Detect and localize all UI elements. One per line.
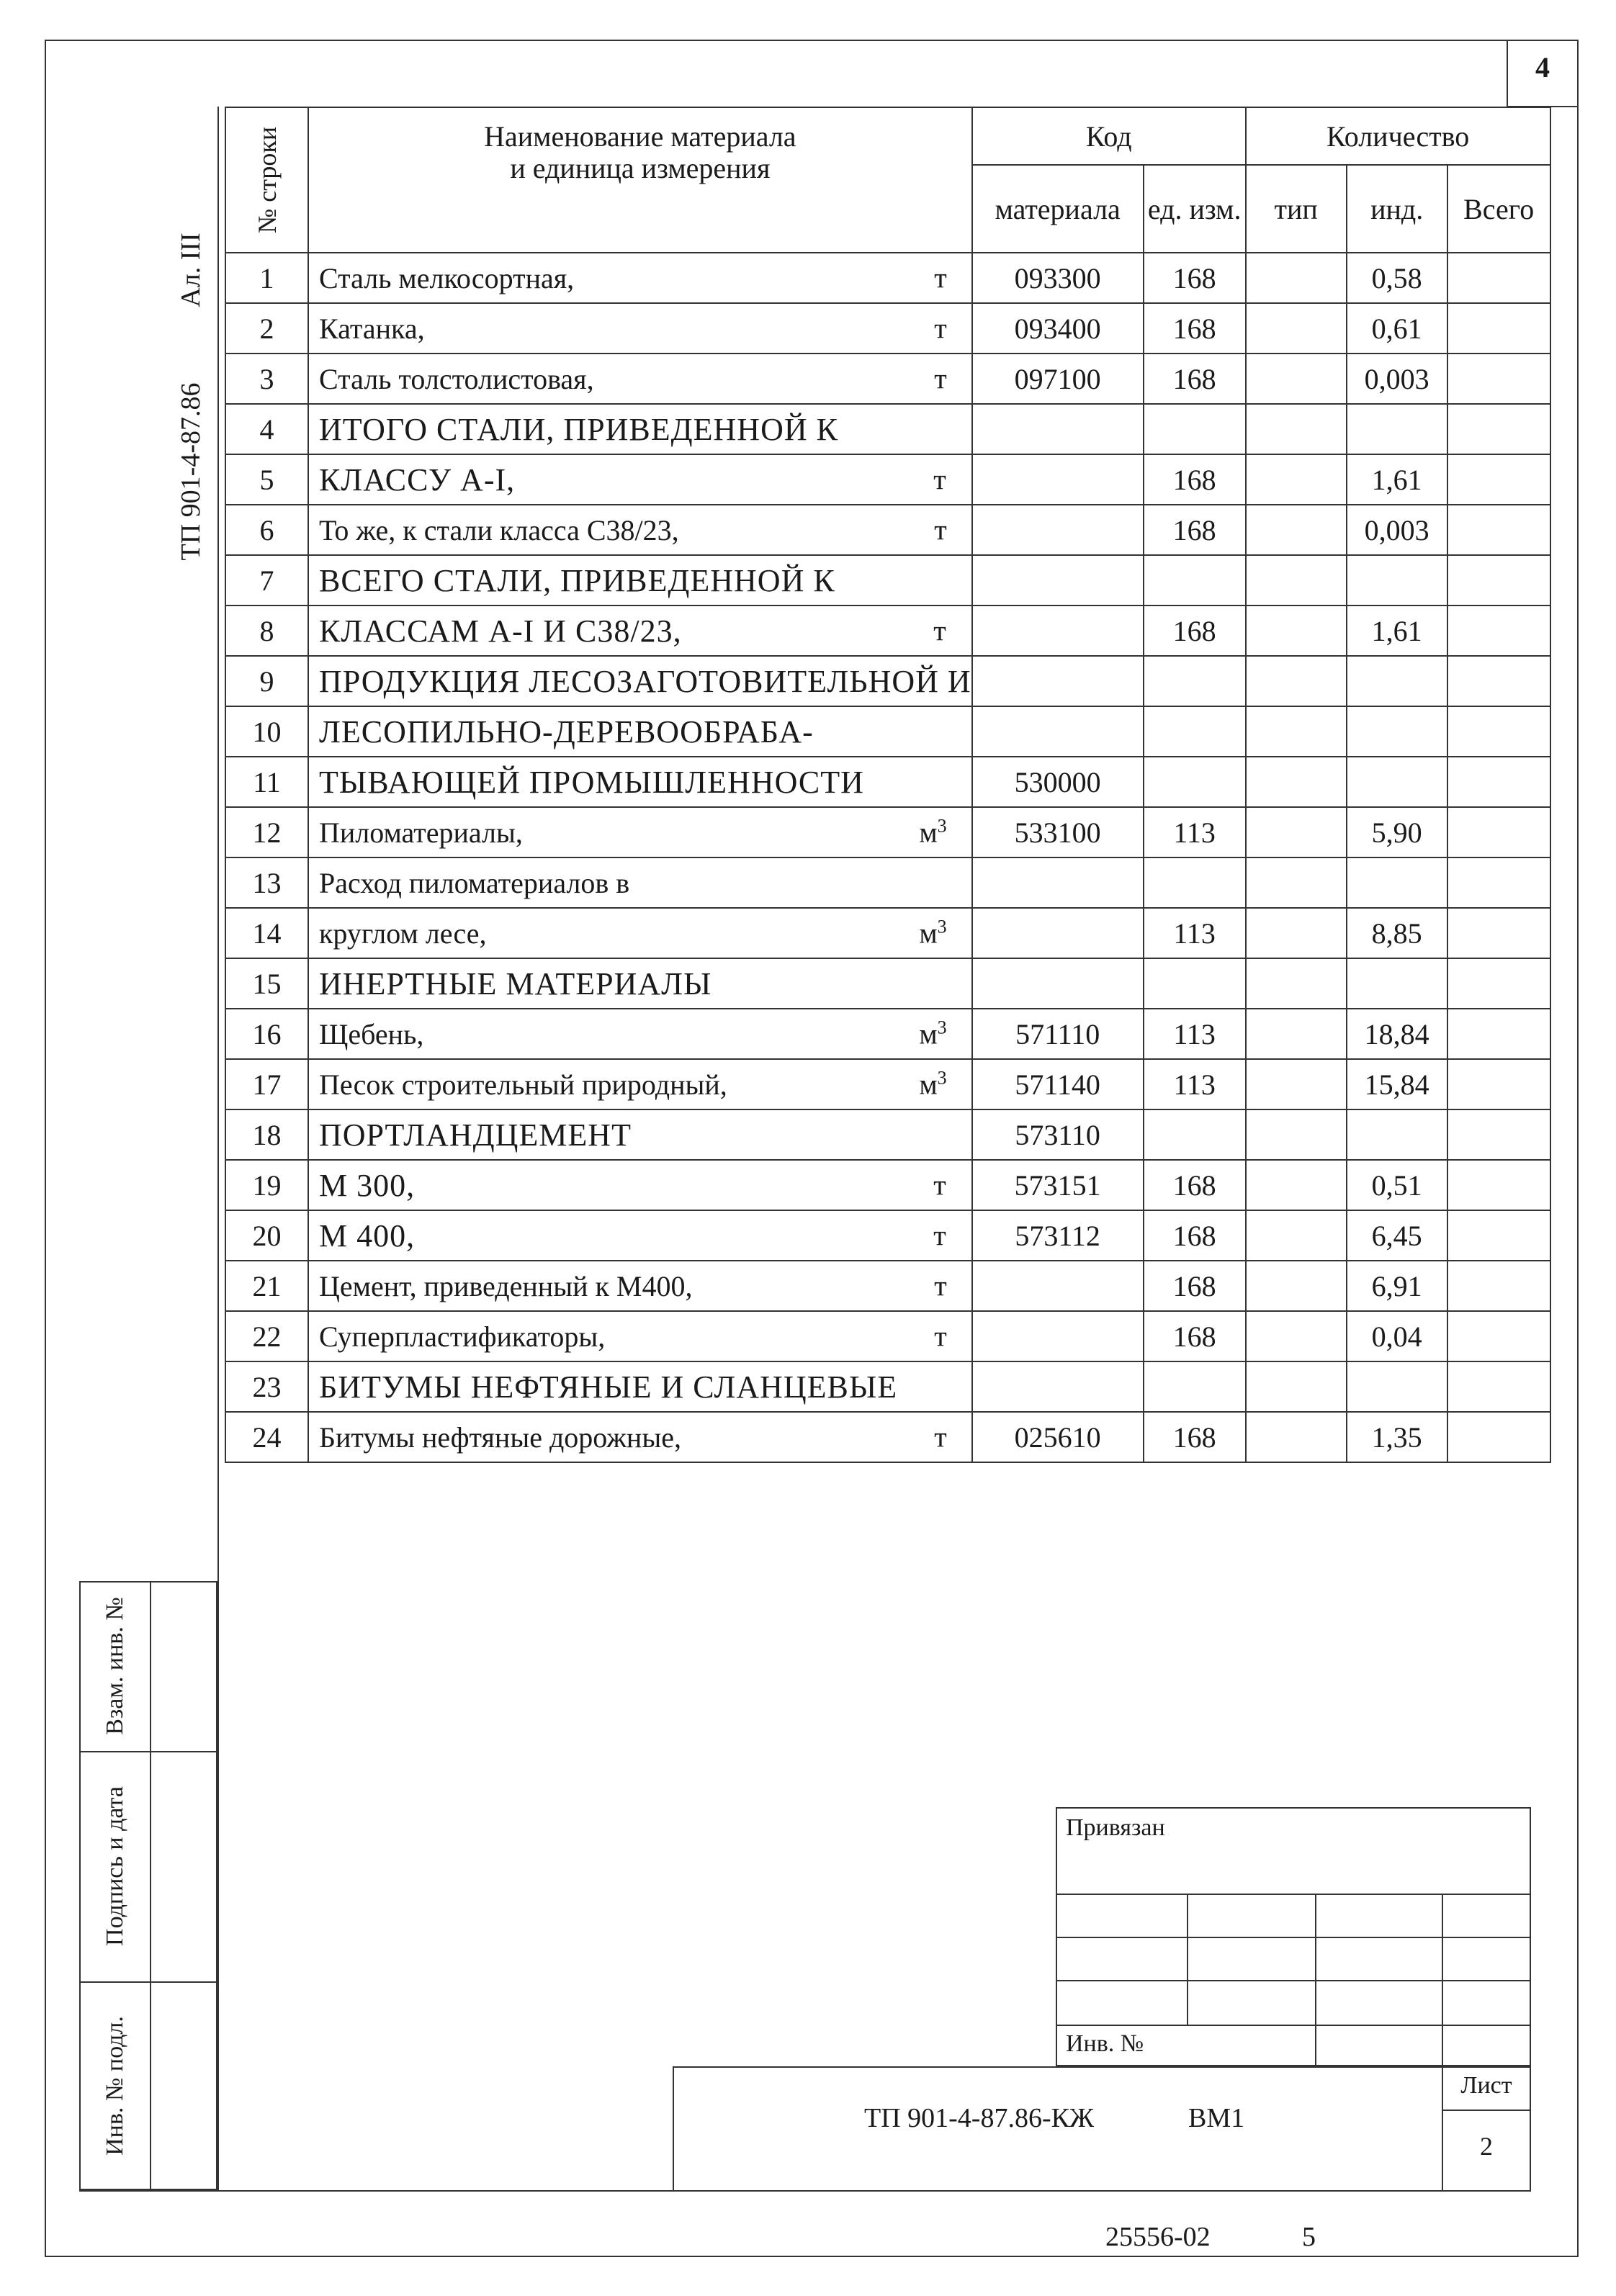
qty-total — [1447, 404, 1550, 454]
qty-ind — [1347, 656, 1447, 706]
qty-total — [1447, 1361, 1550, 1412]
row-number: 15 — [225, 958, 308, 1009]
qty-type — [1246, 454, 1347, 505]
material-name-text: Песок строительный природный, — [319, 1068, 727, 1101]
qty-type — [1246, 303, 1347, 354]
row-number: 6 — [225, 505, 308, 555]
material-name-text: КЛАССАМ А-I И С38/23, — [319, 613, 682, 649]
qty-type — [1246, 1009, 1347, 1059]
material-name-text: Сталь толстолистовая, — [319, 362, 594, 395]
table-header-row — [225, 107, 1550, 165]
material-name — [308, 555, 972, 605]
qty-total — [1447, 1210, 1550, 1261]
material-name — [308, 908, 972, 958]
material-code: 573112 — [972, 1210, 1144, 1261]
side-code: ТП 901-4-87.86 — [176, 382, 206, 561]
material-name — [308, 1109, 972, 1160]
material-name-text: Расход пиломатериалов в — [319, 866, 630, 899]
unit-code — [1144, 958, 1246, 1009]
unit-text: т — [933, 1169, 947, 1202]
unit-label — [919, 1017, 946, 1050]
unit-text: т — [934, 261, 947, 294]
unit-text: т — [934, 1421, 947, 1454]
table-row — [225, 908, 1550, 958]
unit-code: 113 — [1144, 1009, 1246, 1059]
doc-mark: ВМ1 — [1188, 2103, 1245, 2133]
material-code — [972, 908, 1144, 958]
material-code — [972, 1311, 1144, 1361]
material-code — [972, 454, 1144, 505]
qty-ind: 0,51 — [1347, 1160, 1447, 1210]
qty-total — [1447, 505, 1550, 555]
unit-label — [934, 1269, 946, 1303]
unit-label — [919, 815, 946, 849]
material-code: 093400 — [972, 303, 1144, 354]
material-name — [308, 958, 972, 1009]
material-code — [972, 555, 1144, 605]
privyazan-line-1 — [1056, 1894, 1531, 1895]
table-row — [225, 454, 1550, 505]
material-code — [972, 656, 1144, 706]
material-name-text: ВСЕГО СТАЛИ, ПРИВЕДЕННОЙ К — [319, 562, 835, 598]
material-name-text: М 300, — [319, 1167, 416, 1203]
row-number: 10 — [225, 706, 308, 757]
material-name-text: ИТОГО СТАЛИ, ПРИВЕДЕННОЙ К — [319, 411, 838, 447]
unit-label — [934, 513, 946, 547]
header-qty-type: тип — [1246, 165, 1347, 253]
qty-ind: 6,91 — [1347, 1261, 1447, 1311]
table-row — [225, 1109, 1550, 1160]
material-code — [972, 404, 1144, 454]
material-name — [308, 1160, 972, 1210]
row-number: 5 — [225, 454, 308, 505]
material-name-text: Битумы нефтяные дорожные, — [319, 1421, 681, 1454]
qty-ind — [1347, 1361, 1447, 1412]
material-name — [308, 1311, 972, 1361]
table-row — [225, 1261, 1550, 1311]
table-row — [225, 1210, 1550, 1261]
unit-text: т — [933, 614, 947, 647]
qty-type — [1246, 807, 1347, 857]
material-name — [308, 656, 972, 706]
qty-type — [1246, 1412, 1347, 1462]
unit-code: 168 — [1144, 605, 1246, 656]
sheet-number: 2 — [1480, 2132, 1493, 2161]
unit-code: 113 — [1144, 807, 1246, 857]
material-code — [972, 958, 1144, 1009]
privyazan-line-3 — [1056, 1980, 1531, 1981]
material-name-text: ИНЕРТНЫЕ МАТЕРИАЛЫ — [319, 965, 712, 1001]
qty-ind — [1347, 706, 1447, 757]
material-name — [308, 1412, 972, 1462]
row-number: 2 — [225, 303, 308, 354]
qty-ind: 0,04 — [1347, 1311, 1447, 1361]
row-number: 17 — [225, 1059, 308, 1109]
table-row — [225, 656, 1550, 706]
row-number: 21 — [225, 1261, 308, 1311]
qty-total — [1447, 958, 1550, 1009]
qty-type — [1246, 605, 1347, 656]
material-name — [308, 1009, 972, 1059]
table-row — [225, 757, 1550, 807]
material-name-text: То же, к стали класса С38/23, — [319, 513, 679, 546]
label-vzam-inv: Взам. инв. № — [102, 1597, 128, 1735]
material-code — [972, 505, 1144, 555]
footer-page: 5 — [1302, 2222, 1316, 2252]
table-body — [225, 253, 1550, 1462]
unit-label — [934, 362, 946, 396]
material-name — [308, 354, 972, 404]
table-row — [225, 404, 1550, 454]
unit-text: т — [933, 1219, 947, 1252]
material-name-text: Суперпластификаторы, — [319, 1320, 606, 1353]
left-stamp-sep-1 — [79, 1751, 217, 1752]
qty-type — [1246, 555, 1347, 605]
row-number: 9 — [225, 656, 308, 706]
qty-ind: 0,003 — [1347, 505, 1447, 555]
unit-text: м — [919, 1017, 938, 1050]
qty-ind — [1347, 555, 1447, 605]
material-code — [972, 1361, 1144, 1412]
material-name — [308, 807, 972, 857]
material-name — [308, 605, 972, 656]
material-code: 533100 — [972, 807, 1144, 857]
qty-total — [1447, 454, 1550, 505]
material-name — [308, 404, 972, 454]
qty-type — [1246, 958, 1347, 1009]
qty-total — [1447, 757, 1550, 807]
material-name-text: ЛЕСОПИЛЬНО-ДЕРЕВООБРАБА- — [319, 713, 814, 749]
material-name-text: БИТУМЫ НЕФТЯНЫЕ И СЛАНЦЕВЫЕ — [319, 1369, 898, 1405]
qty-ind — [1347, 857, 1447, 908]
unit-superscript: 3 — [937, 1017, 947, 1038]
header-row-no: № строки — [225, 107, 308, 253]
unit-code: 168 — [1144, 505, 1246, 555]
material-name-text: КЛАССУ А-I, — [319, 462, 516, 498]
material-name — [308, 1059, 972, 1109]
page-number: 4 — [1535, 51, 1550, 84]
sheet-label: Лист — [1460, 2072, 1512, 2099]
header-code-unit: ед. изм. — [1144, 165, 1246, 253]
material-name — [308, 253, 972, 303]
unit-code: 168 — [1144, 1412, 1246, 1462]
row-number: 8 — [225, 605, 308, 656]
qty-total — [1447, 1311, 1550, 1361]
qty-total — [1447, 656, 1550, 706]
qty-total — [1447, 1109, 1550, 1160]
privyazan-line-2 — [1056, 1937, 1531, 1938]
material-code: 573110 — [972, 1109, 1144, 1160]
doc-code: ТП 901-4-87.86-КЖ — [864, 2103, 1095, 2133]
unit-code — [1144, 404, 1246, 454]
unit-label — [933, 463, 946, 497]
material-name-text: Пиломатериалы, — [319, 816, 523, 849]
left-stamp-divider — [150, 1581, 151, 2190]
qty-type — [1246, 706, 1347, 757]
material-name — [308, 303, 972, 354]
unit-code: 168 — [1144, 1311, 1246, 1361]
qty-type — [1246, 757, 1347, 807]
unit-text: м — [919, 816, 938, 849]
material-name-text: круглом лесе, — [319, 917, 487, 950]
unit-label — [919, 916, 946, 950]
unit-label — [933, 1169, 946, 1202]
material-code: 571140 — [972, 1059, 1144, 1109]
qty-total — [1447, 706, 1550, 757]
material-code: 025610 — [972, 1412, 1144, 1462]
row-number: 20 — [225, 1210, 308, 1261]
qty-ind: 8,85 — [1347, 908, 1447, 958]
row-number: 11 — [225, 757, 308, 807]
table-row — [225, 857, 1550, 908]
qty-ind — [1347, 404, 1447, 454]
unit-code — [1144, 1361, 1246, 1412]
unit-code: 168 — [1144, 354, 1246, 404]
header-code: Код — [972, 107, 1246, 165]
qty-ind — [1347, 1109, 1447, 1160]
material-name-text: Сталь мелкосортная, — [319, 261, 575, 294]
unit-code: 168 — [1144, 253, 1246, 303]
material-name-text: ПОРТЛАНДЦЕМЕНТ — [319, 1117, 632, 1153]
qty-ind: 1,61 — [1347, 454, 1447, 505]
table-row — [225, 958, 1550, 1009]
material-code: 571110 — [972, 1009, 1144, 1059]
unit-code: 168 — [1144, 454, 1246, 505]
table-row — [225, 605, 1550, 656]
unit-text: т — [934, 362, 947, 395]
material-name — [308, 1210, 972, 1261]
material-name — [308, 706, 972, 757]
unit-text: т — [934, 1269, 947, 1302]
row-number: 13 — [225, 857, 308, 908]
qty-type — [1246, 857, 1347, 908]
qty-type — [1246, 656, 1347, 706]
row-number: 18 — [225, 1109, 308, 1160]
header-name: Наименование материала и единица измерения — [308, 107, 972, 253]
unit-code — [1144, 706, 1246, 757]
material-name — [308, 505, 972, 555]
table-row — [225, 807, 1550, 857]
material-name — [308, 757, 972, 807]
header-quantity: Количество — [1246, 107, 1550, 165]
qty-total — [1447, 1412, 1550, 1462]
unit-text: т — [934, 513, 947, 546]
privyazan-inv: Инв. № — [1066, 2030, 1144, 2057]
table-row — [225, 505, 1550, 555]
material-code: 530000 — [972, 757, 1144, 807]
privyazan-col-1 — [1187, 1894, 1188, 2025]
footer-order: 25556-02 — [1105, 2222, 1211, 2252]
qty-ind — [1347, 757, 1447, 807]
material-name — [308, 1261, 972, 1311]
unit-text: т — [934, 1320, 947, 1353]
title-block-sheet-line — [1442, 2110, 1531, 2111]
unit-code: 168 — [1144, 303, 1246, 354]
material-name-text: Цемент, приведенный к М400, — [319, 1269, 693, 1302]
unit-label — [934, 312, 946, 346]
table-row — [225, 1361, 1550, 1412]
qty-type — [1246, 908, 1347, 958]
qty-total — [1447, 303, 1550, 354]
material-name — [308, 1361, 972, 1412]
row-number: 3 — [225, 354, 308, 404]
qty-type — [1246, 1160, 1347, 1210]
privyazan-col-2 — [1315, 1894, 1316, 2066]
qty-ind: 18,84 — [1347, 1009, 1447, 1059]
material-code: 093300 — [972, 253, 1144, 303]
privyazan-col-3 — [1442, 1894, 1443, 2066]
privyazan-title: Привязан — [1066, 1814, 1165, 1841]
material-name-text: Катанка, — [319, 312, 425, 345]
unit-text: т — [934, 312, 947, 345]
qty-ind: 1,35 — [1347, 1412, 1447, 1462]
unit-code: 113 — [1144, 1059, 1246, 1109]
qty-ind: 0,003 — [1347, 354, 1447, 404]
label-podpis-data: Подпись и дата — [102, 1786, 128, 1946]
unit-text: м — [919, 917, 938, 950]
material-name-text: ТЫВАЮЩЕЙ ПРОМЫШЛЕННОСТИ — [319, 764, 864, 800]
material-code — [972, 605, 1144, 656]
left-stamp-sep-2 — [79, 1981, 217, 1983]
row-number: 22 — [225, 1311, 308, 1361]
unit-label — [934, 1320, 946, 1354]
qty-ind: 1,61 — [1347, 605, 1447, 656]
qty-type — [1246, 1109, 1347, 1160]
qty-total — [1447, 605, 1550, 656]
qty-ind: 0,58 — [1347, 253, 1447, 303]
table-row — [225, 555, 1550, 605]
unit-code: 168 — [1144, 1210, 1246, 1261]
unit-text: т — [933, 463, 947, 496]
unit-code: 168 — [1144, 1261, 1246, 1311]
table-row — [225, 1009, 1550, 1059]
qty-ind: 0,61 — [1347, 303, 1447, 354]
header-qty-ind: инд. — [1347, 165, 1447, 253]
materials-table — [225, 107, 1551, 1463]
material-code: 573151 — [972, 1160, 1144, 1210]
unit-code — [1144, 656, 1246, 706]
unit-code — [1144, 857, 1246, 908]
row-number: 19 — [225, 1160, 308, 1210]
row-number: 16 — [225, 1009, 308, 1059]
material-name-text: ПРОДУКЦИЯ ЛЕСОЗАГОТОВИТЕЛЬНОЙ И — [319, 663, 971, 699]
inner-left-line — [217, 107, 219, 2190]
unit-code: 113 — [1144, 908, 1246, 958]
header-qty-total: Всего — [1447, 165, 1550, 253]
table-row — [225, 354, 1550, 404]
side-album: Ал. III — [176, 233, 206, 307]
privyazan-line-4 — [1056, 2025, 1531, 2026]
qty-total — [1447, 1261, 1550, 1311]
qty-ind: 15,84 — [1347, 1059, 1447, 1109]
material-code — [972, 1261, 1144, 1311]
row-number: 23 — [225, 1361, 308, 1412]
table-row — [225, 253, 1550, 303]
row-number: 1 — [225, 253, 308, 303]
qty-total — [1447, 1160, 1550, 1210]
qty-type — [1246, 1361, 1347, 1412]
qty-type — [1246, 1261, 1347, 1311]
material-name-text: М 400, — [319, 1217, 416, 1253]
unit-label — [934, 261, 946, 295]
qty-ind: 5,90 — [1347, 807, 1447, 857]
unit-label — [933, 1219, 946, 1253]
unit-code — [1144, 1109, 1246, 1160]
qty-total — [1447, 253, 1550, 303]
table-row — [225, 1160, 1550, 1210]
material-name-text: Щебень, — [319, 1017, 424, 1050]
unit-code: 168 — [1144, 1160, 1246, 1210]
qty-total — [1447, 354, 1550, 404]
material-name — [308, 857, 972, 908]
unit-superscript: 3 — [937, 1067, 947, 1089]
label-inv-podl: Инв. № подл. — [102, 2016, 128, 2156]
header-code-material: материала — [972, 165, 1144, 253]
title-block — [673, 2066, 1531, 2192]
unit-text: м — [919, 1068, 938, 1101]
table-row — [225, 1311, 1550, 1361]
qty-type — [1246, 253, 1347, 303]
unit-code — [1144, 555, 1246, 605]
unit-superscript: 3 — [937, 916, 947, 937]
table-row — [225, 1412, 1550, 1462]
left-stamp — [79, 1581, 217, 2190]
qty-type — [1246, 1311, 1347, 1361]
material-code — [972, 857, 1144, 908]
row-number: 12 — [225, 807, 308, 857]
table-row — [225, 706, 1550, 757]
qty-ind — [1347, 958, 1447, 1009]
row-number: 7 — [225, 555, 308, 605]
unit-label — [933, 614, 946, 648]
row-number: 4 — [225, 404, 308, 454]
qty-total — [1447, 908, 1550, 958]
qty-type — [1246, 505, 1347, 555]
material-code: 097100 — [972, 354, 1144, 404]
qty-total — [1447, 1059, 1550, 1109]
qty-type — [1246, 404, 1347, 454]
qty-total — [1447, 1009, 1550, 1059]
row-number: 14 — [225, 908, 308, 958]
qty-type — [1246, 1210, 1347, 1261]
unit-label — [919, 1067, 946, 1101]
qty-total — [1447, 857, 1550, 908]
material-code — [972, 706, 1144, 757]
qty-total — [1447, 807, 1550, 857]
row-number: 24 — [225, 1412, 308, 1462]
qty-type — [1246, 1059, 1347, 1109]
material-name — [308, 454, 972, 505]
qty-total — [1447, 555, 1550, 605]
table-row — [225, 1059, 1550, 1109]
qty-type — [1246, 354, 1347, 404]
unit-superscript: 3 — [937, 815, 947, 837]
unit-label — [934, 1421, 946, 1454]
qty-ind: 6,45 — [1347, 1210, 1447, 1261]
table-row — [225, 303, 1550, 354]
unit-code — [1144, 757, 1246, 807]
